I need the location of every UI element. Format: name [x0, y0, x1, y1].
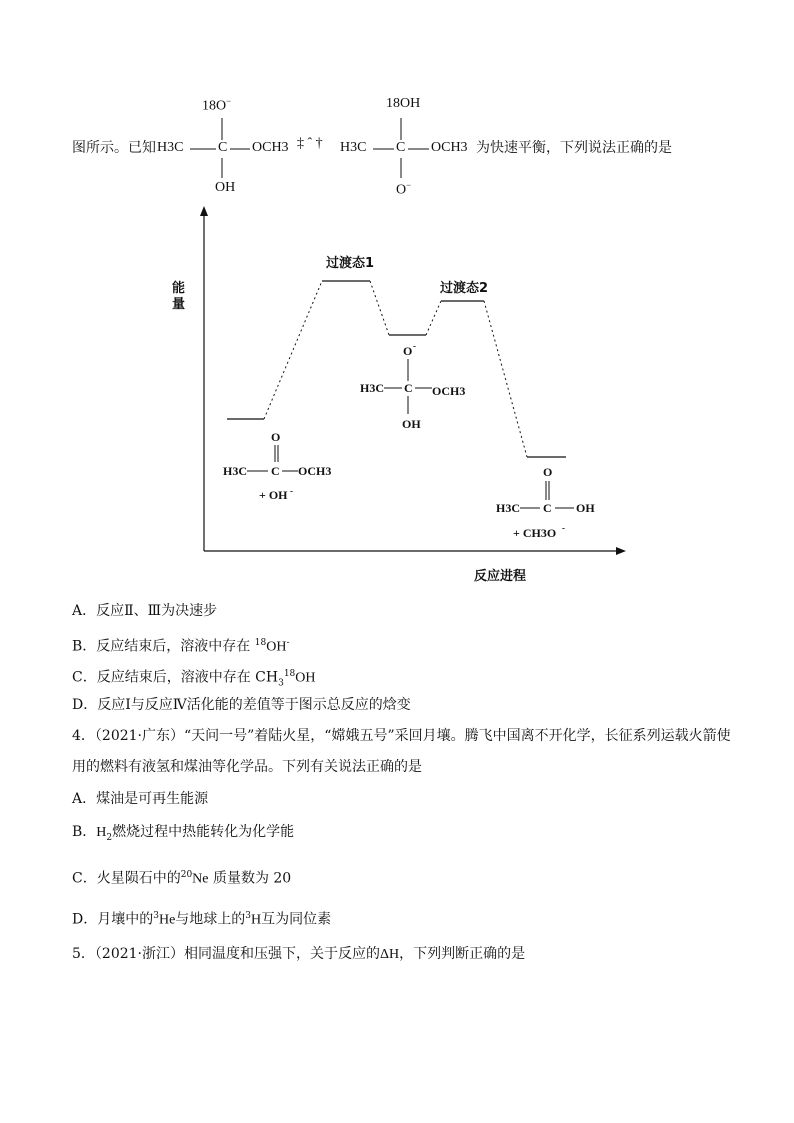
reactant-oh-charge: - — [290, 486, 293, 496]
path-intermediate-ts2 — [426, 301, 441, 335]
intro-suffix: 为快速平衡，下列说法正确的是 — [476, 140, 672, 156]
option-a: A．反应Ⅱ、Ⅲ为决速步 — [72, 603, 218, 619]
intermediate-o: O — [403, 344, 413, 358]
product-oh: OH — [576, 501, 595, 515]
right-mol-center: C — [396, 140, 406, 155]
axes — [200, 206, 626, 555]
left-mol-right: OCH3 — [252, 140, 289, 155]
intro-prefix: 图所示。已知 — [72, 140, 156, 156]
option-d: D．反应Ⅰ与反应Ⅳ活化能的差值等于图示总反应的焓变 — [72, 697, 411, 713]
reactant-och3: OCH3 — [298, 464, 332, 478]
y-axis-arrow — [200, 206, 208, 216]
intermediate-oh: OH — [402, 417, 421, 431]
q4-option-c: C．火星陨石中的$^{20}$Ne 质量数为 20 — [72, 870, 292, 887]
q5-stem: 5．（2021·浙江）相同温度和压强下，关于反应的ΔH，下列判断正确的是 — [72, 946, 526, 962]
reactant-plus-oh: + OH — [259, 488, 288, 502]
q4-line2: 用的燃料有液氢和煤油等化学品。下列有关说法正确的是 — [72, 759, 422, 775]
ts1-label: 过渡态1 — [326, 256, 375, 271]
product-c: C — [543, 501, 552, 515]
product-ch3o-charge: - — [562, 523, 565, 533]
right-mol-left: H3C — [340, 140, 367, 155]
left-mol-top: 18O− — [202, 96, 232, 114]
intermediate-c: C — [404, 381, 413, 395]
left-mol-center: C — [218, 140, 228, 155]
x-axis-label: 反应进程 — [474, 569, 527, 584]
product-plus-ch3o: + CH3O — [513, 526, 557, 540]
intermediate-h3c: H3C — [360, 381, 384, 395]
ts2-label: 过渡态2 — [440, 281, 489, 296]
intro-bonds — [190, 118, 429, 178]
q4-option-d: D．月壤中的$^3$He与地球上的$^3$H互为同位素 — [72, 911, 332, 928]
intermediate-structure — [360, 341, 465, 431]
pathway-dotted — [264, 281, 527, 457]
path-reactant-ts1 — [264, 281, 322, 419]
x-axis-arrow — [616, 547, 626, 555]
left-mol-left: H3C — [157, 140, 184, 155]
right-mol-right: OCH3 — [431, 140, 468, 155]
product-structure — [496, 465, 595, 540]
reactant-o: O — [271, 430, 281, 444]
reactant-h3c: H3C — [223, 464, 247, 478]
equilibrium-symbol: ‡ ˆ † — [297, 136, 323, 151]
right-mol-top: 18OH — [386, 96, 421, 111]
option-b: B．反应结束后，溶液中存在 $^{18}$OH- — [72, 638, 290, 655]
reactant-structure — [223, 430, 331, 502]
product-o: O — [543, 465, 553, 479]
product-h3c: H3C — [496, 501, 520, 515]
q4-option-b: B．$H_2$燃烧过程中热能转化为化学能 — [72, 824, 295, 843]
q4-line1: 4．（2021·广东）“天问一号”着陆火星，“嫦娥五号”采回月壤。腾飞中国离不开化学，长征系列运载火箭使 — [72, 728, 731, 744]
option-c: C．反应结束后，溶液中存在 $CH_3^{18}OH$ — [72, 669, 316, 689]
path-ts2-product — [484, 301, 527, 457]
path-ts1-intermediate — [370, 281, 389, 335]
y-axis-label-2: 量 — [172, 297, 186, 312]
intermediate-o-charge: - — [413, 341, 416, 351]
intermediate-och3: OCH3 — [432, 384, 466, 398]
q4-option-a: A．煤油是可再生能源 — [72, 791, 209, 807]
reactant-c: C — [271, 464, 280, 478]
y-axis-label-1: 能 — [172, 281, 186, 296]
left-mol-bottom: OH — [215, 180, 236, 195]
right-mol-bottom: O− — [396, 180, 412, 198]
